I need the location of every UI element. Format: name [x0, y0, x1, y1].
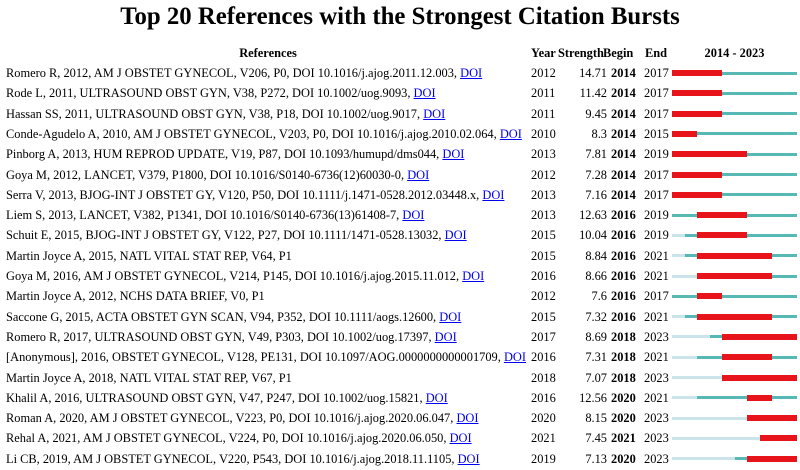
- doi-link[interactable]: DOI: [442, 147, 465, 162]
- strength-cell: 7.07: [585, 370, 607, 385]
- doi-link[interactable]: DOI: [423, 106, 446, 121]
- strength-cell: 7.28: [585, 167, 607, 182]
- strength-cell: 8.15: [585, 411, 607, 426]
- strength-cell: 12.56: [579, 390, 607, 405]
- burst-bar: [697, 212, 747, 218]
- burst-timeline: [672, 368, 797, 388]
- table-row: [0, 266, 800, 286]
- year-cell: 2021: [531, 431, 556, 446]
- pre-publication-line: [672, 376, 722, 379]
- reference-text: [Anonymous], 2016, OBSTET GYNECOL, V128, PE131, DOI 10.1097/AOG.0000000000001709,: [6, 350, 501, 365]
- end-cell: 2017: [644, 167, 669, 182]
- end-cell: 2019: [644, 208, 669, 223]
- pre-publication-line: [672, 457, 735, 460]
- year-cell: 2012: [531, 66, 556, 80]
- pre-publication-line: [672, 234, 685, 237]
- strength-cell: 7.13: [585, 451, 607, 466]
- reference-cell: [6, 327, 530, 347]
- burst-timeline: [672, 327, 797, 347]
- burst-bar: [672, 90, 722, 96]
- table-row: [0, 347, 800, 367]
- table-row: [0, 144, 800, 164]
- reference-text: Goya M, 2012, LANCET, V379, P1800, DOI 10.1016/S0140-6736(12)60030-0,: [6, 167, 405, 182]
- reference-text: Hassan SS, 2011, ULTRASOUND OBST GYN, V38, P18, DOI 10.1002/uog.9017,: [6, 106, 421, 121]
- strength-cell: 10.04: [579, 228, 607, 243]
- end-cell: 2021: [644, 248, 669, 263]
- begin-cell: 2016: [611, 208, 636, 223]
- reference-text: Martin Joyce A, 2012, NCHS DATA BRIEF, V0, P1: [6, 289, 265, 304]
- doi-link[interactable]: DOI: [439, 309, 462, 324]
- reference-cell: [6, 246, 530, 266]
- end-cell: 2021: [644, 350, 669, 365]
- table-row: [0, 63, 800, 83]
- burst-timeline: [672, 286, 797, 306]
- year-cell: 2016: [531, 390, 556, 405]
- burst-bar: [672, 172, 722, 178]
- table-row: [0, 428, 800, 448]
- year-cell: 2013: [531, 147, 556, 162]
- year-cell: 2012: [531, 167, 556, 182]
- begin-cell: 2014: [611, 86, 636, 101]
- end-cell: 2017: [644, 187, 669, 202]
- reference-text: Schuit E, 2015, BJOG-INT J OBSTET GY, V122, P27, DOI 10.1111/1471-0528.13032,: [6, 228, 442, 243]
- table-row: [0, 165, 800, 185]
- end-cell: 2017: [644, 66, 669, 80]
- doi-link[interactable]: DOI: [460, 66, 483, 80]
- reference-cell: [6, 165, 530, 185]
- table-row: [0, 124, 800, 144]
- year-cell: 2010: [531, 126, 556, 141]
- burst-bar: [747, 456, 797, 462]
- table-row: [0, 185, 800, 205]
- strength-cell: 8.66: [585, 269, 607, 283]
- burst-timeline: [672, 225, 797, 245]
- table-header: [0, 44, 800, 62]
- strength-cell: 7.45: [585, 431, 607, 446]
- doi-link[interactable]: DOI: [503, 350, 526, 365]
- pre-publication-line: [672, 335, 710, 338]
- reference-cell: [6, 368, 530, 388]
- table-row: [0, 327, 800, 347]
- burst-bar: [722, 354, 772, 360]
- burst-bar: [697, 273, 772, 279]
- pre-publication-line: [672, 437, 760, 440]
- doi-link[interactable]: DOI: [425, 390, 448, 405]
- year-cell: 2020: [531, 411, 556, 426]
- doi-link[interactable]: DOI: [402, 208, 425, 223]
- strength-cell: 14.71: [579, 66, 607, 80]
- table-row: [0, 246, 800, 266]
- burst-timeline: [672, 347, 797, 367]
- begin-cell: 2014: [611, 187, 636, 202]
- end-cell: 2023: [644, 329, 669, 344]
- end-cell: 2015: [644, 126, 669, 141]
- reference-cell: [6, 144, 530, 164]
- table-row: [0, 307, 800, 327]
- end-cell: 2017: [644, 106, 669, 121]
- year-cell: 2011: [531, 106, 556, 121]
- year-cell: 2016: [531, 350, 556, 365]
- year-cell: 2015: [531, 228, 556, 243]
- burst-timeline: [672, 307, 797, 327]
- end-cell: 2017: [644, 289, 669, 304]
- end-cell: 2021: [644, 390, 669, 405]
- reference-cell: [6, 205, 530, 225]
- reference-cell: [6, 185, 530, 205]
- burst-bar: [672, 151, 747, 157]
- burst-timeline: [672, 246, 797, 266]
- year-cell: 2016: [531, 269, 556, 283]
- column-header-begin: Begin: [603, 46, 634, 60]
- burst-timeline: [672, 388, 797, 408]
- doi-link[interactable]: DOI: [462, 269, 485, 283]
- table-row: [0, 83, 800, 103]
- doi-link[interactable]: DOI: [413, 86, 436, 101]
- end-cell: 2021: [644, 309, 669, 324]
- reference-cell: [6, 124, 530, 144]
- doi-link[interactable]: DOI: [434, 329, 457, 344]
- begin-cell: 2014: [611, 66, 636, 80]
- end-cell: 2019: [644, 147, 669, 162]
- burst-timeline: [672, 124, 797, 144]
- end-cell: 2023: [644, 370, 669, 385]
- reference-text: Conde-Agudelo A, 2010, AM J OBSTET GYNECOL, V203, P0, DOI 10.1016/j.ajog.2010.02.064,: [6, 126, 497, 141]
- column-header-strength: Strength: [558, 46, 604, 60]
- reference-cell: [6, 63, 530, 83]
- doi-link[interactable]: DOI: [407, 167, 430, 182]
- year-cell: 2015: [531, 248, 556, 263]
- reference-text: Martin Joyce A, 2015, NATL VITAL STAT REP, V64, P1: [6, 248, 292, 263]
- burst-bar: [672, 111, 722, 117]
- year-cell: 2017: [531, 329, 556, 344]
- burst-timeline: [672, 83, 797, 103]
- begin-cell: 2020: [611, 390, 636, 405]
- burst-timeline: [672, 185, 797, 205]
- burst-bar: [672, 70, 722, 76]
- strength-cell: 11.42: [579, 86, 607, 101]
- reference-text: Rehal A, 2021, AM J OBSTET GYNECOL, V224, P0, DOI 10.1016/j.ajog.2020.06.050,: [6, 431, 447, 446]
- begin-cell: 2014: [611, 106, 636, 121]
- reference-cell: [6, 347, 530, 367]
- reference-cell: [6, 408, 530, 428]
- burst-timeline: [672, 408, 797, 428]
- reference-text: Romero R, 2012, AM J OBSTET GYNECOL, V206, P0, DOI 10.1016/j.ajog.2011.12.003,: [6, 66, 458, 80]
- burst-bar: [722, 334, 797, 340]
- column-header-timeline-range: 2014 - 2023: [704, 46, 765, 60]
- reference-cell: [6, 104, 530, 124]
- begin-cell: 2020: [611, 451, 636, 466]
- year-cell: 2011: [531, 86, 556, 101]
- doi-link[interactable]: DOI: [444, 228, 467, 243]
- end-cell: 2021: [644, 269, 669, 283]
- begin-cell: 2020: [611, 411, 636, 426]
- column-header-references: References: [239, 46, 297, 60]
- reference-text: Pinborg A, 2013, HUM REPROD UPDATE, V19, P87, DOI 10.1093/humupd/dms044,: [6, 147, 440, 162]
- burst-timeline: [672, 104, 797, 124]
- burst-bar: [697, 314, 772, 320]
- strength-cell: 8.84: [585, 248, 607, 263]
- reference-cell: [6, 307, 530, 327]
- table-row: [0, 388, 800, 408]
- table-row: [0, 368, 800, 388]
- doi-link[interactable]: DOI: [457, 451, 480, 466]
- doi-link[interactable]: DOI: [456, 411, 479, 426]
- reference-table-body: [0, 63, 800, 469]
- reference-cell: [6, 428, 530, 448]
- reference-text: Rode L, 2011, ULTRASOUND OBST GYN, V38, P272, DOI 10.1002/uog.9093,: [6, 86, 411, 101]
- table-row: [0, 286, 800, 306]
- burst-timeline: [672, 144, 797, 164]
- begin-cell: 2018: [611, 350, 636, 365]
- burst-timeline: [672, 449, 797, 469]
- burst-bar: [697, 232, 747, 238]
- begin-cell: 2016: [611, 309, 636, 324]
- begin-cell: 2016: [611, 248, 636, 263]
- burst-bar: [697, 293, 722, 299]
- strength-cell: 8.3: [591, 126, 607, 141]
- pre-publication-line: [672, 254, 685, 257]
- end-cell: 2023: [644, 451, 669, 466]
- reference-text: Roman A, 2020, AM J OBSTET GYNECOL, V223, P0, DOI 10.1016/j.ajog.2020.06.047,: [6, 411, 454, 426]
- year-cell: 2012: [531, 289, 556, 304]
- begin-cell: 2018: [611, 370, 636, 385]
- reference-text: Serra V, 2013, BJOG-INT J OBSTET GY, V120, P50, DOI 10.1111/j.1471-0528.2012.03448.x,: [6, 187, 480, 202]
- reference-cell: [6, 83, 530, 103]
- burst-bar: [760, 435, 798, 441]
- active-citation-line: [672, 295, 797, 298]
- burst-bar: [672, 192, 722, 198]
- reference-cell: [6, 266, 530, 286]
- burst-bar: [672, 131, 697, 137]
- reference-text: Liem S, 2013, LANCET, V382, P1341, DOI 10.1016/S0140-6736(13)61408-7,: [6, 208, 400, 223]
- burst-timeline: [672, 165, 797, 185]
- table-row: [0, 408, 800, 428]
- begin-cell: 2014: [611, 126, 636, 141]
- strength-cell: 7.32: [585, 309, 607, 324]
- burst-bar: [747, 395, 772, 401]
- reference-cell: [6, 225, 530, 245]
- burst-timeline: [672, 428, 797, 448]
- doi-link[interactable]: DOI: [482, 187, 505, 202]
- strength-cell: 9.45: [585, 106, 607, 121]
- reference-text: Saccone G, 2015, ACTA OBSTET GYN SCAN, V94, P352, DOI 10.1111/aogs.12600,: [6, 309, 437, 324]
- strength-cell: 8.69: [585, 329, 607, 344]
- strength-cell: 7.81: [585, 147, 607, 162]
- year-cell: 2018: [531, 370, 556, 385]
- end-cell: 2023: [644, 431, 669, 446]
- column-header-year: Year: [531, 46, 556, 60]
- reference-cell: [6, 388, 530, 408]
- begin-cell: 2016: [611, 228, 636, 243]
- burst-bar: [697, 253, 772, 259]
- burst-timeline: [672, 205, 797, 225]
- year-cell: 2013: [531, 208, 556, 223]
- burst-bar: [722, 375, 797, 381]
- year-cell: 2019: [531, 451, 556, 466]
- pre-publication-line: [672, 275, 697, 278]
- pre-publication-line: [672, 417, 747, 420]
- column-header-end: End: [645, 46, 668, 60]
- reference-cell: [6, 286, 530, 306]
- pre-publication-line: [672, 396, 697, 399]
- chart-title: Top 20 References with the Strongest Citation Bursts: [120, 3, 680, 30]
- strength-cell: 7.16: [585, 187, 607, 202]
- begin-cell: 2016: [611, 269, 636, 283]
- burst-timeline: [672, 266, 797, 286]
- begin-cell: 2016: [611, 289, 636, 304]
- reference-text: Goya M, 2016, AM J OBSTET GYNECOL, V214, P145, DOI 10.1016/j.ajog.2015.11.012,: [6, 269, 460, 283]
- reference-text: Li CB, 2019, AM J OBSTET GYNECOL, V220, P543, DOI 10.1016/j.ajog.2018.11.1105,: [6, 451, 455, 466]
- table-row: [0, 449, 800, 469]
- reference-text: Martin Joyce A, 2018, NATL VITAL STAT REP, V67, P1: [6, 370, 292, 385]
- pre-publication-line: [672, 315, 685, 318]
- year-cell: 2015: [531, 309, 556, 324]
- strength-cell: 12.63: [579, 208, 607, 223]
- year-cell: 2013: [531, 187, 556, 202]
- reference-text: Romero R, 2017, ULTRASOUND OBST GYN, V49, P303, DOI 10.1002/uog.17397,: [6, 329, 432, 344]
- begin-cell: 2014: [611, 167, 636, 182]
- reference-cell: [6, 449, 530, 469]
- doi-link[interactable]: DOI: [499, 126, 522, 141]
- strength-cell: 7.6: [591, 289, 607, 304]
- burst-timeline: [672, 63, 797, 83]
- begin-cell: 2014: [611, 147, 636, 162]
- strength-cell: 7.31: [585, 350, 607, 365]
- begin-cell: 2018: [611, 329, 636, 344]
- end-cell: 2023: [644, 411, 669, 426]
- table-row: [0, 205, 800, 225]
- pre-publication-line: [672, 356, 697, 359]
- begin-cell: 2021: [611, 431, 636, 446]
- reference-text: Khalil A, 2016, ULTRASOUND OBST GYN, V47, P247, DOI 10.1002/uog.15821,: [6, 390, 423, 405]
- table-row: [0, 104, 800, 124]
- end-cell: 2017: [644, 86, 669, 101]
- table-row: [0, 225, 800, 245]
- burst-bar: [747, 415, 797, 421]
- end-cell: 2019: [644, 228, 669, 243]
- doi-link[interactable]: DOI: [449, 431, 472, 446]
